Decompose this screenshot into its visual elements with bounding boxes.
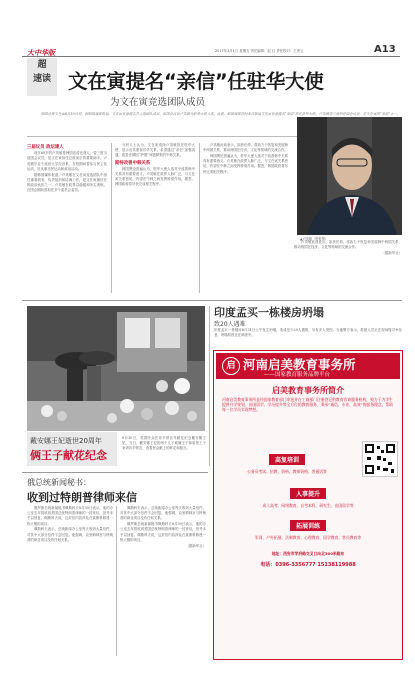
russia-kicker: 俄总统新闻秘书： <box>27 478 91 487</box>
ad-intro-body: 河南启美教育事务所是经国家教育部门审批并在工商部门注册登记的教育咨询服务机构，致力于为学生提供升学规划、出国留学、学历提升等全方位的教育服务，秉承“诚信、专业、高效”的服务理念，帮助每一位学员实现梦想。 <box>222 397 393 412</box>
lead-body-2: 据韩国媒体报道，卢英敏在文在寅竞选团队中担任重要职务，负责组织和协调工作，是文在寅最信任的政治伙伴之一。卢英敏在政界以稳健和务实著称，在国会期间曾担任多个委员会委员。 <box>27 172 107 193</box>
lead-body-1: 现年60岁的卢英敏是韩国忠清北道人，曾三度当选国会议员，是文在寅担任总统前后的重要助手。卢英敏毕业于延世大学经济系，在校期间曾参与民主化运动，后从事市民运动和政治活动。 <box>27 151 107 171</box>
qr-code[interactable] <box>362 441 398 477</box>
india-body: 印度孟买一栋楼房8月31日上午发生坍塌，造成至少20人遇难，另有多人受伤。当地警方表示，救援人员正在现场搜寻幸存者，坍塌原因正在调查中。 <box>214 328 402 338</box>
lead-body-3: 分析人士认为，文在寅选择卢英敏担任驻华大使，显示出其重视对华关系，希望通过“亲信”加强沟通，改善近期因“萨德”问题紧张的中韩关系。 <box>115 143 195 158</box>
ad-tag-1: 高复培训 <box>269 454 305 465</box>
ad-service-2 <box>222 481 394 508</box>
col-rule <box>209 306 210 466</box>
portrait-caption: ▲卢英敏（资料图） <box>300 237 328 241</box>
section-rule <box>22 472 208 473</box>
lead-paragraph: 韩国总统文在寅8月30日说，据韩国媒体报道，文在寅有意提名其竞选团队成员、前国会议员卢英敏为驻华大使人选。此前，韩国媒体曾经多次报道文在寅有意提名“亲信”担任驻外大使。卢英敏曾三度担任国会议员，是文在寅的“亲信”之一。 <box>41 112 401 116</box>
lead-headline: 文在寅提名“亲信”任驻华大使 <box>68 70 324 93</box>
ad-service-1 <box>222 447 352 474</box>
moon-portrait-photo <box>297 117 402 235</box>
russia-body-1: 俄罗斯总统新闻秘书佩斯科夫8月30日表示，他的办公室去年曾收到美国总统特朗普律师的一封来信，但并未予以回复。佩斯科夫说，这封信内容涉及在莫斯科修建一栋大楼的项目。 <box>27 506 113 526</box>
masthead-logo <box>27 40 77 57</box>
column-label <box>27 58 57 96</box>
ad-tag-2: 人事提升 <box>290 488 326 499</box>
column-label-line2: 速读 <box>32 74 51 84</box>
ad-title-bar <box>216 353 400 379</box>
diana-tribute-photo <box>27 306 205 431</box>
diana-caption-title: 戴安娜王妃逝世20周年 <box>30 437 102 445</box>
india-headline: 印度孟买一栋楼房坍塌 <box>214 306 324 319</box>
diana-caption-headline: 俩王子献花纪念 <box>30 449 107 462</box>
column-label-line1: 超 <box>37 60 47 70</box>
russia-source: （据新华社） <box>185 543 206 548</box>
col-rule <box>199 143 200 293</box>
lead-column-1 <box>27 143 107 293</box>
logo-text: 大中华版 <box>27 48 55 57</box>
india-subheadline: 致20人遇难 <box>214 321 246 328</box>
diana-caption-body: 8月30日，英国民众在肯辛顿宫外献花纪念戴安娜王妃。当日，戴安娜王妃的两个儿子威廉王子和哈里王子来到肯辛顿宫，查看民众献上的鲜花和留言。 <box>122 436 206 451</box>
ad-service-3 <box>222 513 394 540</box>
lead-column-2 <box>115 143 195 293</box>
date-line: 2017年3月1日 星期五 责任编辑：赵 红 责任校对：王秀云 <box>215 49 304 53</box>
section-rule <box>22 300 402 301</box>
ad-org-name: 河南启美教育事务所 <box>243 357 356 372</box>
header-rule <box>22 56 400 57</box>
russia-body-2b: 佩斯科夫表示，总统新闻办公室每天收到大量信件，对其中大部分信件不会回复。他强调，克里姆林宫与特朗普的商业项目没有任何关系。 <box>120 506 206 521</box>
lead-body-4b: 韩国舆论普遍认为，驻华大使人选对于改善韩中关系具有重要意义。卢英敏在政界人脉广泛，与文在寅关系密切，有望在中韩之间发挥桥梁作用。据悉，韩国政府将尽快完成相关程序。 <box>203 154 288 174</box>
russia-headline: 收到过特朗普律师来信 <box>27 491 137 504</box>
ad-service-3-text: 军训、户外拓展、法制教育、心理教育、国学教育、营员教育等 <box>254 535 362 540</box>
lead-body-5: 卢英敏此前表示，如获任命，将致力于恢复和发展韩中两国关系，推动两国在经济、文化等领域的交流合作。 <box>203 143 288 153</box>
lead-column-4 <box>294 240 402 300</box>
lead-body-4: 韩国舆论普遍认为，驻华大使人选对于改善韩中关系具有重要意义。卢英敏在政界人脉广泛，与文在寅关系密切，有望在中韩之间发挥桥梁作用。据悉，韩国政府将尽快完成相关程序。 <box>115 166 195 187</box>
russia-column-2 <box>120 506 206 656</box>
ad-org-sub: ——国家教育服务品牌平台 <box>264 372 331 378</box>
section-heading-1: 三届议员 政坛達人 <box>27 145 64 150</box>
page-number: A13 <box>374 44 396 55</box>
russia-body-2: 佩斯科夫表示，总统新闻办公室每天收到大量信件，对其中大部分信件不会回复。他强调，克里姆林宫与特朗普的商业项目没有任何关系。 <box>27 527 113 542</box>
col-rule <box>111 143 112 293</box>
ad-phone[interactable]: 电话：0396-3356777 15138119988 <box>260 562 356 568</box>
col-rule <box>116 506 117 656</box>
lead-body-5b: 卢英敏此前表示，如获任命，将致力于恢复和发展韩中两国关系，推动两国在经济、文化等领域的交流合作。 <box>294 240 402 250</box>
diana-caption-box <box>27 432 117 466</box>
ad-tag-3: 拓展训练 <box>290 520 326 531</box>
ad-service-2-text: 成人高考、网络教育、自考本科、研究生、出国留学等 <box>262 503 354 508</box>
ad-logo-icon: 启 <box>222 357 240 375</box>
ad-address: 地址：西安市学府路交叉口向北300米路东 <box>271 551 345 556</box>
ad-intro-title: 启美教育事务所简介 <box>272 386 344 395</box>
lead-source: （据新华社） <box>381 251 402 255</box>
russia-column-1 <box>27 506 113 656</box>
section-heading-2: 期待改善中韩关系 <box>115 160 151 166</box>
lead-column-3 <box>203 143 288 293</box>
ad-service-1-text: 公务员考试、招教、资格、教师资格、普通话等 <box>247 469 327 474</box>
lead-subheadline: 为文在寅竞选团队成员 <box>110 97 206 108</box>
education-ad <box>213 350 403 660</box>
russia-body-1b: 俄罗斯总统新闻秘书佩斯科夫8月30日表示，他的办公室去年曾收到美国总统特朗普律师的一封来信，但并未予以回复。佩斯科夫说，这封信内容涉及在莫斯科修建一栋大楼的项目。 <box>120 522 206 542</box>
